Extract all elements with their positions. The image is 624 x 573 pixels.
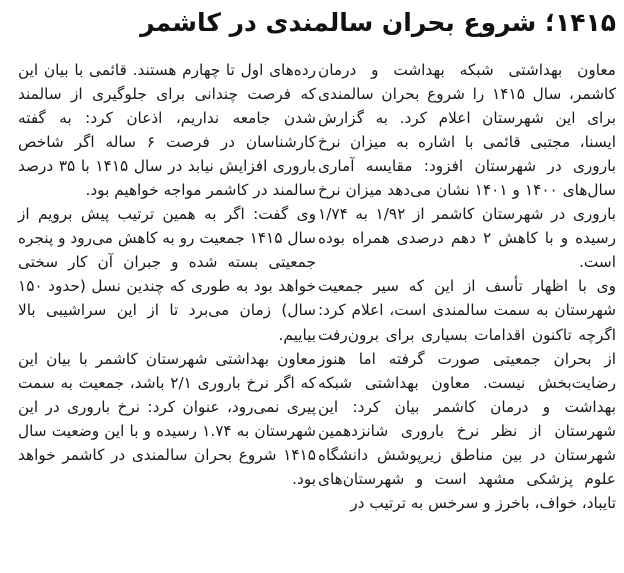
paragraph: وی گفت: اگر به همین ترتیب پیش برویم از سال ۱۴۱۵ جمعیت رو به کاهش می‌رود و پنجره جمعیتی بسته شده و جبران آن کار سختی خواهد بود به طوری که چندین نسل (حدود ۱۵۰ سال) زمان می‌برد تا از این سراشیبی بالا بیاییم. xyxy=(18,205,316,344)
paragraph: معاون بهداشتی شهرستان کاشمر با بیان این که اگر نرخ باروری ۲/۱ باشد، جمعیت به سمت پیری نمی‌رود، عنوان کرد: نرخ باروری در این شهرستان به ۱.۷۴ رسیده و با این وضعیت سال ۱۴۱۵ شروع بحران سالمندی در کاشمر خواهد بود. xyxy=(18,349,317,488)
article-column-right xyxy=(318,58,616,515)
article-column-left xyxy=(18,58,316,491)
paragraph: معاون بهداشتی شبکه بهداشت و درمان کاشمر، سال ۱۴۱۵ را شروع بحران سالمندی برای این شهرستان اعلام کرد. به گزارش ایسنا، مجتبی قائمی با اشاره به میزان نرخ باروری در شهرستان افزود: مقایسه آماری سال‌های ۱۴۰۰ و ۱۴۰۱ نشان می‌دهد میزان نرخ باروری در شهرستان کاشمر از ۱/۹۲ به ۱/۷۴ رسیده و با کاهش ۲ دهم درصدی همراه بوده است. xyxy=(318,61,617,272)
article-headline: ۱۴۱۵؛ شروع بحران سالمندی در کاشمر xyxy=(140,8,616,37)
paragraph: وی با اظهار تأسف از این که سیر جمعیت شهرستان به سمت سالمندی است، اعلام کرد: اگرچه تاکنون اقدامات بسیاری برای برون‌رفت از بحران جمعیتی صورت گرفته اما هنوز رضایت‌بخش نیست. معاون بهداشتی شبکه بهداشت و درمان کاشمر بیان کرد: این شهرستان از نظر نرخ باروری شانزدهمین شهرستان در بین مناطق زیرپوشش دانشگاه علوم پزشکی مشهد است و شهرستان‌های تایباد، خواف، باخرز و سرخس به ترتیب در xyxy=(318,277,616,512)
paragraph: رده‌های اول تا چهارم هستند. قائمی با بیان این که فرصت چندانی برای جلوگیری از سالمند شدن جامعه نداریم، اذعان کرد: به گفته کارشناسان در فرصت ۶ ساله اگر شاخص باروری افزایش نیابد در سال ۱۴۱۵ با ۳۵ درصد سالمند در کاشمر مواجه خواهیم بود. xyxy=(18,61,317,200)
